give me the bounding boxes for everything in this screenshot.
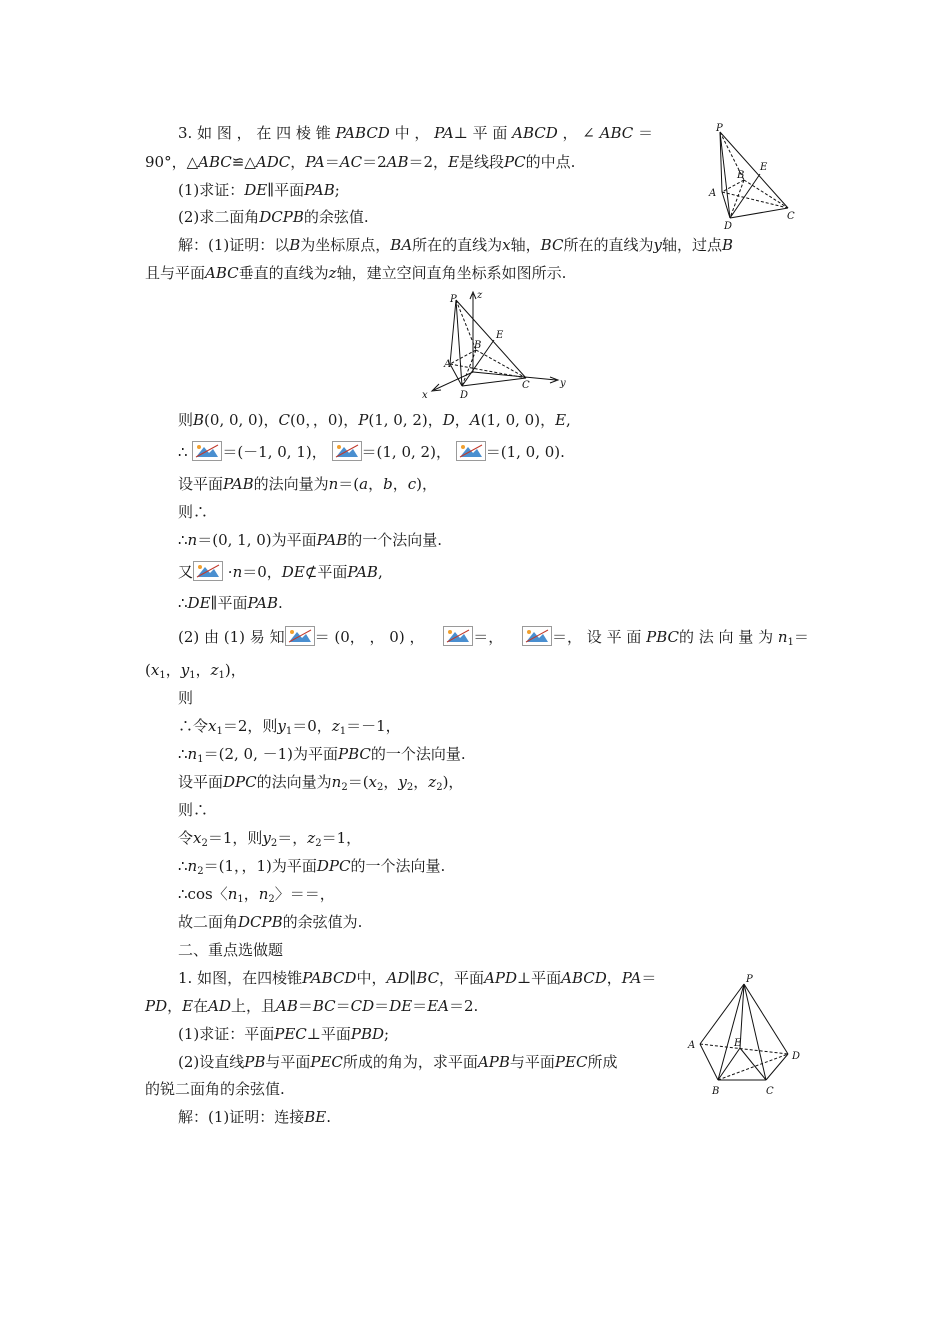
fig3-label-B: B: [712, 1086, 720, 1097]
solution1-line1: 解：(1)证明：连接BE.: [178, 1108, 332, 1126]
fig3-label-E: E: [734, 1038, 742, 1049]
solution3-vectors: ∴ ＝(－1, 0, 1)， ＝(1, 0, 2)， ＝(1, 0, 0).: [178, 443, 565, 461]
problem3-question1: (1)求证：DE∥平面PAB;: [178, 181, 340, 199]
coordinate-figure: [418, 286, 578, 402]
solution3-n1-result: $\therefore n_1=(2$, 0, －1)为平面PBC的一个法向量.: [178, 745, 466, 765]
solution3-n2-setup: 设平面DPC的法向量为$n_2=(x_2$，$y_2$，$z_2$)，: [178, 773, 464, 793]
fig2-label-P: P: [450, 294, 457, 305]
vector-image-icon: [522, 626, 552, 646]
solution3-then: 则∴: [178, 503, 209, 521]
fig2-label-A: A: [444, 359, 452, 370]
vector-image-icon: [193, 561, 223, 581]
solution3-let-x2: 令$x_2=1$，则$y_2=$，$z_2=1$，: [178, 829, 362, 849]
fig3-label-D: D: [792, 1051, 801, 1062]
problem1-question2-cont: 的锐二面角的余弦值.: [145, 1080, 285, 1098]
solution3-n1-components: ($x_1$，$y_1$，$z_1$)，: [145, 661, 246, 681]
solution3-normal-setup: 设平面PAB的法向量为n＝(a，b，c)，: [178, 475, 437, 493]
fig2-label-B: B: [474, 340, 482, 351]
solution3-normal-result: ∴n＝(0, 1, 0)为平面PAB的一个法向量.: [178, 531, 442, 549]
fig3-label-P: P: [746, 974, 753, 985]
problem3-question2: (2)求二面角DCPB的余弦值.: [178, 208, 369, 226]
problem1-statement-line2: PD，E在AD上，且AB＝BC＝CD＝DE＝EA＝2.: [145, 997, 479, 1015]
fig2-label-D: D: [460, 390, 469, 401]
fig2-label-C: C: [522, 380, 530, 391]
solution3-let-x1: ∴令$x_1=2$，则$y_1=0$，$z_1=-1$，: [178, 717, 401, 737]
solution3-conclusion1: ∴DE∥平面PAB.: [178, 594, 283, 612]
vector-image-icon: [456, 441, 486, 461]
fig1-label-P: P: [716, 123, 723, 134]
problem1-statement-line1: 1. 如图，在四棱锥PABCD中，AD∥BC，平面APD⊥平面ABCD，PA＝: [178, 969, 657, 987]
vector-image-icon: [443, 626, 473, 646]
pyramid-figure-1: [700, 122, 810, 230]
solution3-line1: 解：(1)证明：以B为坐标原点，BA所在的直线为x轴，BC所在的直线为y轴，过点B: [178, 236, 733, 254]
fig1-label-A: A: [709, 188, 717, 199]
fig3-label-C: C: [766, 1086, 774, 1097]
solution3-final: 故二面角DCPB的余弦值为.: [178, 913, 363, 931]
vector-image-icon: [192, 441, 222, 461]
solution3-part2-vectors: (2) 由 (1) 易 知 ＝ (0， ， 0) ， ＝， ＝， 设 平 面 PBC的 法 向 量 为 $n_1=$: [178, 628, 809, 648]
solution3-n2-result: $\therefore n_2=(1$，，1)为平面DPC的一个法向量.: [178, 857, 446, 877]
fig1-label-B: B: [737, 170, 745, 181]
solution3-coordinates: 则B(0, 0, 0)，C(0，，0)，P(1, 0, 2)，D，A(1, 0, 0)，E,: [178, 411, 571, 429]
problem3-statement-line1: 3. 如 图 ， 在 四 棱 锥 PABCD 中 ， PA⊥ 平 面 ABCD ， ∠ ABC ＝: [178, 124, 654, 142]
fig1-label-D: D: [724, 221, 733, 230]
solution3-cosine: ∴cos〈$n_1$，$n_2$〉＝＝，: [178, 885, 335, 905]
solution3-then2: 则: [178, 689, 194, 707]
section-title: 二、重点选做题: [178, 941, 284, 959]
problem1-question2: (2)设直线PB与平面PEC所成的角为，求平面APB与平面PEC所成: [178, 1053, 618, 1071]
fig2-label-x: x: [422, 390, 428, 401]
pyramid-figure-2: [684, 970, 806, 1100]
vector-image-icon: [285, 626, 315, 646]
problem1-question1: (1)求证：平面PEC⊥平面PBD;: [178, 1025, 390, 1043]
problem3-statement-line2: 90°，△ABC≌△ADC，PA＝AC＝2AB＝2，E是线段PC的中点.: [145, 153, 576, 171]
fig1-label-E: E: [760, 162, 768, 173]
vector-image-icon: [332, 441, 362, 461]
solution3-then3: 则∴: [178, 801, 209, 819]
solution3-line2: 且与平面ABC垂直的直线为z轴，建立空间直角坐标系如图所示.: [145, 264, 567, 282]
fig1-label-C: C: [787, 211, 795, 222]
fig2-label-y: y: [560, 378, 566, 389]
fig2-label-E: E: [496, 330, 504, 341]
solution3-dot-product: 又 ·n＝0，DE⊄平面PAB,: [178, 563, 383, 581]
fig3-label-A: A: [688, 1040, 696, 1051]
fig2-label-z: z: [477, 290, 483, 301]
